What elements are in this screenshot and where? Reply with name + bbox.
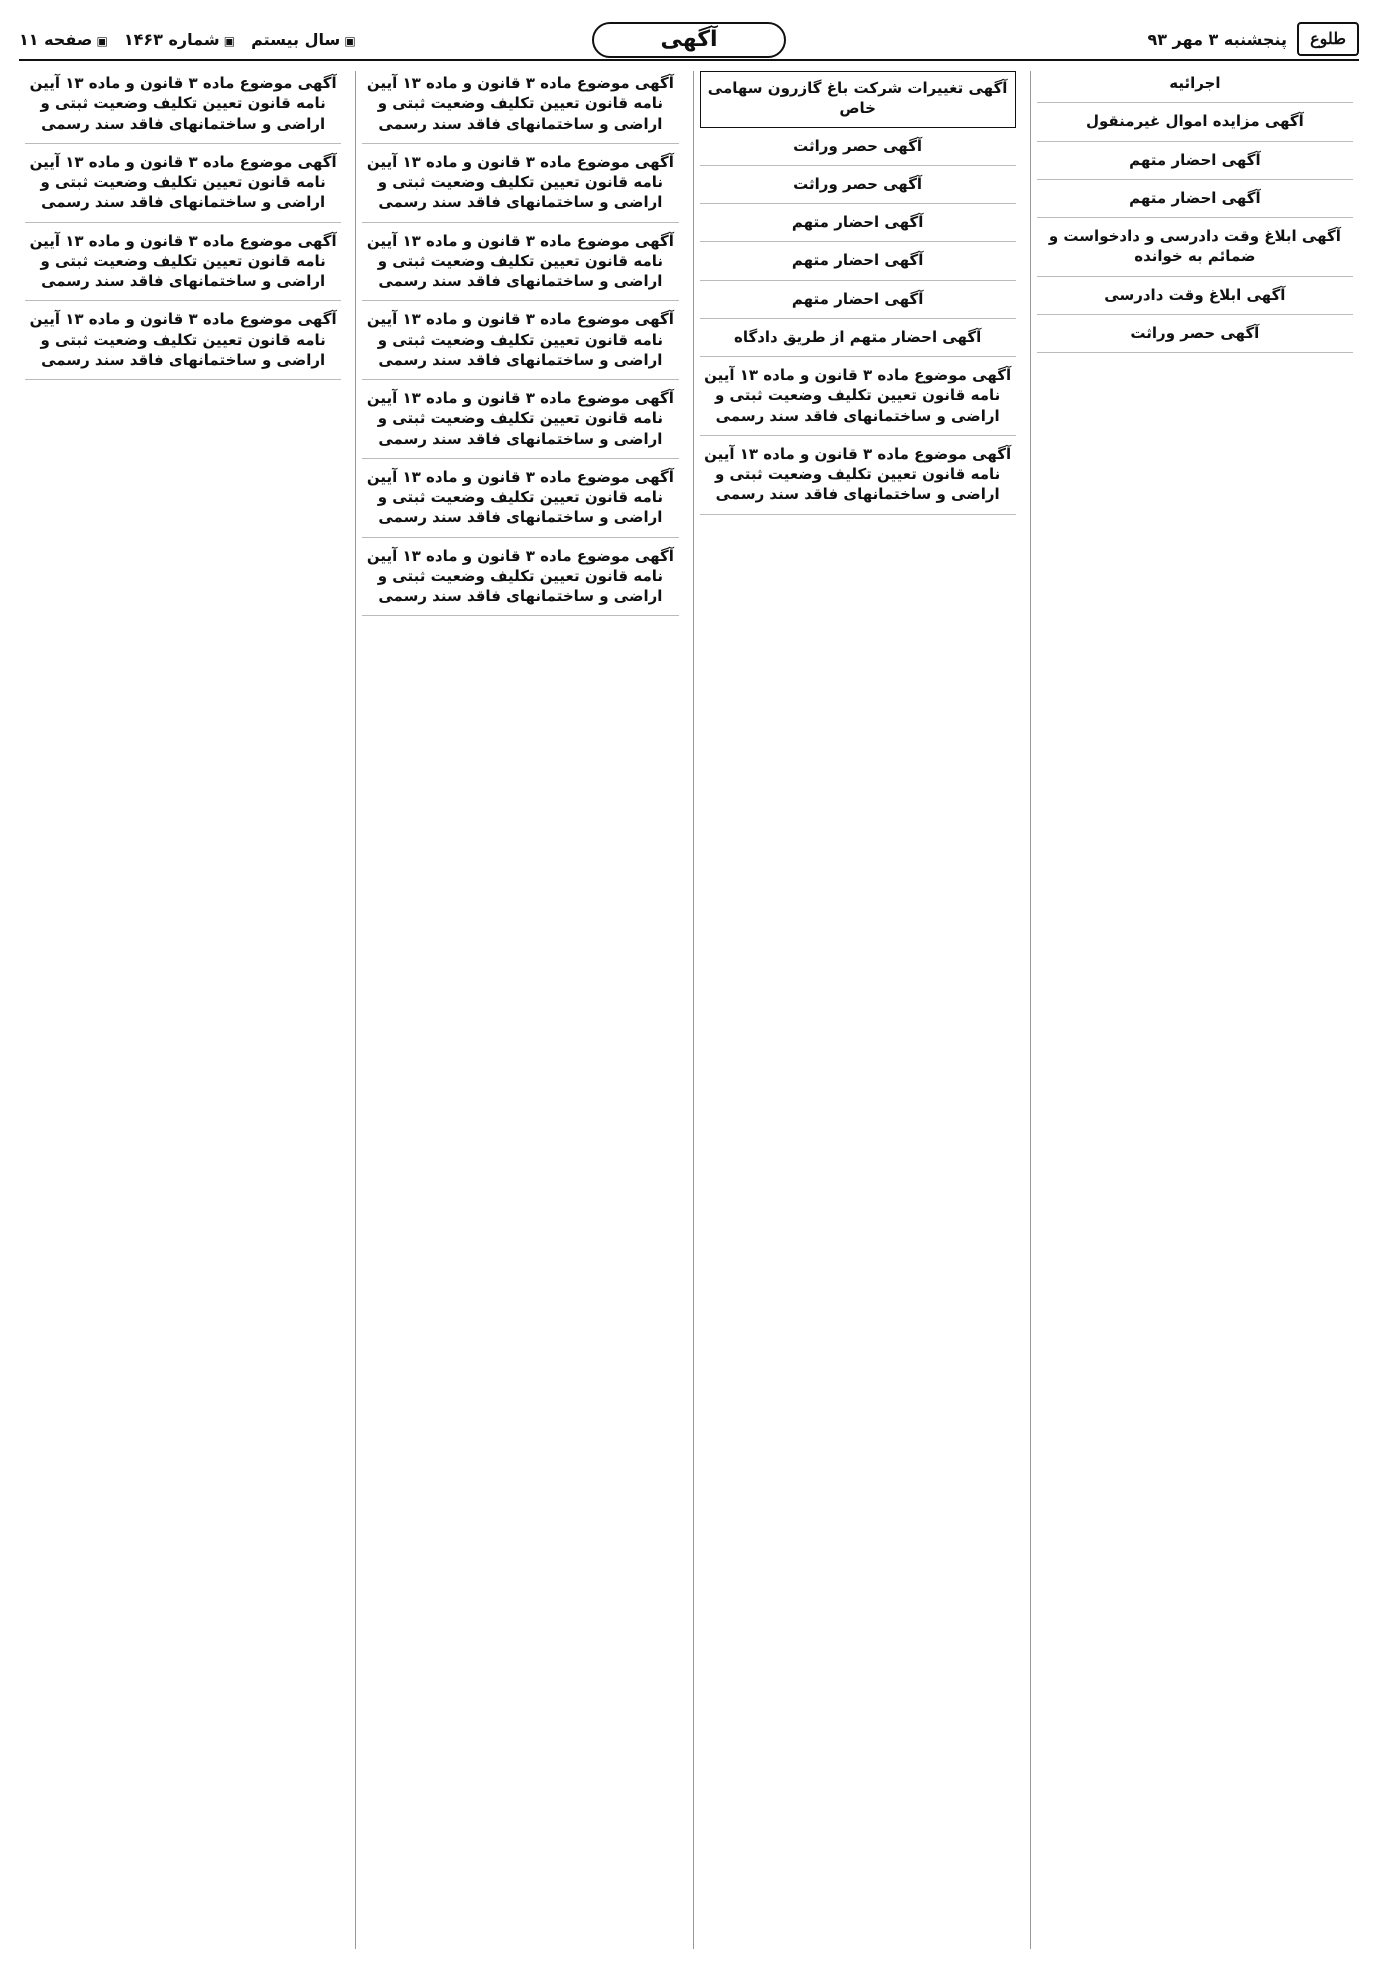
ad-title: آگهی احضار متهم از طریق دادگاه <box>733 327 982 346</box>
volume-year: ▣ سال بیستم <box>251 30 356 49</box>
classified-ad <box>362 386 678 459</box>
ad-title: آگهی موضوع ماده ۳ قانون و ماده ۱۳ آیین نامه قانون تعیین تکلیف وضعیت ثبتی و اراضی و ساختمانهای فاقد سند رسمی <box>366 546 674 605</box>
classified-ad <box>362 71 678 144</box>
ad-title: آگهی موضوع ماده ۳ قانون و ماده ۱۳ آیین نامه قانون تعیین تکلیف وضعیت ثبتی و اراضی و ساختمانهای فاقد سند رسمی <box>29 74 337 133</box>
classified-ad <box>1037 186 1353 218</box>
ad-title: آگهی احضار متهم <box>791 289 924 308</box>
classified-ad <box>700 363 1016 436</box>
classified-ad <box>25 150 341 223</box>
ad-title: آگهی موضوع ماده ۳ قانون و ماده ۱۳ آیین نامه قانون تعیین تکلیف وضعیت ثبتی و اراضی و ساختمانهای فاقد سند رسمی <box>366 152 674 212</box>
ad-title: آگهی موضوع ماده ۳ قانون و ماده ۱۳ آیین نامه قانون تعیین تکلیف وضعیت ثبتی و اراضی و ساختمانهای فاقد سند رسمی <box>366 310 674 369</box>
issue-date: پنجشنبه ۳ مهر ۹۳ <box>1147 29 1287 49</box>
ad-title: آگهی احضار متهم <box>1129 150 1261 169</box>
ad-title: آگهی ابلاغ وقت دادرسی و دادخواست و ضمائم به خوانده <box>1048 227 1341 266</box>
classified-ad <box>700 442 1016 515</box>
ad-title: آگهی احضار متهم <box>791 213 924 231</box>
classified-ad <box>1037 148 1353 180</box>
classified-ad <box>1037 224 1353 277</box>
column-2 <box>693 71 1022 1949</box>
classified-ad <box>1037 283 1353 315</box>
classified-ad <box>1037 109 1353 141</box>
classified-ad <box>25 229 341 302</box>
page-header <box>19 19 1359 61</box>
issue-number: ▣ شماره ۱۴۶۳ <box>124 30 235 49</box>
column-4 <box>19 71 347 1949</box>
ad-title: آگهی تغییرات شرکت باغ گازرون سهامی خاص <box>707 79 1008 118</box>
ad-title: آگهی موضوع ماده ۳ قانون و ماده ۱۳ آیین نامه قانون تعیین تکلیف وضعیت ثبتی و اراضی و ساختمانهای فاقد سند رسمی <box>29 231 337 290</box>
classified-ad <box>700 287 1016 319</box>
classified-ad <box>700 172 1016 204</box>
ad-title: اجرائیه <box>1169 74 1221 92</box>
ad-title: آگهی موضوع ماده ۳ قانون و ماده ۱۳ آیین نامه قانون تعیین تکلیف وضعیت ثبتی و اراضی و ساختمانهای فاقد سند رسمی <box>366 231 674 290</box>
ad-title: آگهی موضوع ماده ۳ قانون و ماده ۱۳ آیین نامه قانون تعیین تکلیف وضعیت ثبتی و اراضی و ساختمانهای فاقد سند رسمی <box>704 366 1012 425</box>
column-1 <box>1030 71 1359 1949</box>
classified-ad <box>700 210 1016 242</box>
ad-title: آگهی مزایده اموال غیرمنقول <box>1085 112 1304 131</box>
classified-ad <box>25 307 341 380</box>
newspaper-logo: طلوع <box>1297 22 1359 56</box>
classified-ad <box>700 325 1016 357</box>
classified-ad <box>362 544 678 617</box>
ad-title: آگهی موضوع ماده ۳ قانون و ماده ۱۳ آیین نامه قانون تعیین تکلیف وضعیت ثبتی و اراضی و ساختمانهای فاقد سند رسمی <box>704 444 1012 504</box>
ad-title: آگهی موضوع ماده ۳ قانون و ماده ۱۳ آیین نامه قانون تعیین تکلیف وضعیت ثبتی و اراضی و ساختمانهای فاقد سند رسمی <box>366 389 674 448</box>
classified-ad <box>362 465 678 538</box>
ad-title: آگهی حصر وراثت <box>793 174 923 193</box>
classified-ad <box>700 134 1016 166</box>
ad-title: آگهی موضوع ماده ۳ قانون و ماده ۱۳ آیین نامه قانون تعیین تکلیف وضعیت ثبتی و اراضی و ساختمانهای فاقد سند رسمی <box>29 152 337 212</box>
classified-ad <box>362 307 678 380</box>
ad-title: آگهی حصر وراثت <box>793 136 923 155</box>
ad-title: آگهی موضوع ماده ۳ قانون و ماده ۱۳ آیین نامه قانون تعیین تکلیف وضعیت ثبتی و اراضی و ساختمانهای فاقد سند رسمی <box>366 74 674 133</box>
classified-ad <box>362 150 678 223</box>
ad-title: آگهی موضوع ماده ۳ قانون و ماده ۱۳ آیین نامه قانون تعیین تکلیف وضعیت ثبتی و اراضی و ساختمانهای فاقد سند رسمی <box>366 467 674 527</box>
column-3 <box>355 71 684 1949</box>
classified-ad <box>700 71 1016 128</box>
header-right <box>1147 22 1359 56</box>
section-title: آگهی <box>592 22 786 58</box>
classified-ad <box>25 71 341 144</box>
classified-ad <box>1037 321 1353 353</box>
page-number: ▣ صفحه ۱۱ <box>19 30 108 49</box>
ad-columns <box>19 71 1359 1949</box>
classified-ad <box>362 229 678 302</box>
ad-title: آگهی موضوع ماده ۳ قانون و ماده ۱۳ آیین نامه قانون تعیین تکلیف وضعیت ثبتی و اراضی و ساختمانهای فاقد سند رسمی <box>29 310 337 369</box>
header-left <box>19 30 356 49</box>
ad-title: آگهی حصر وراثت <box>1130 323 1260 342</box>
classified-ad <box>700 248 1016 280</box>
ad-title: آگهی احضار متهم <box>1129 188 1261 207</box>
ad-title: آگهی ابلاغ وقت دادرسی <box>1104 285 1286 304</box>
newspaper-page <box>19 19 1359 1949</box>
classified-ad <box>1037 71 1353 103</box>
ad-title: آگهی احضار متهم <box>791 251 924 270</box>
